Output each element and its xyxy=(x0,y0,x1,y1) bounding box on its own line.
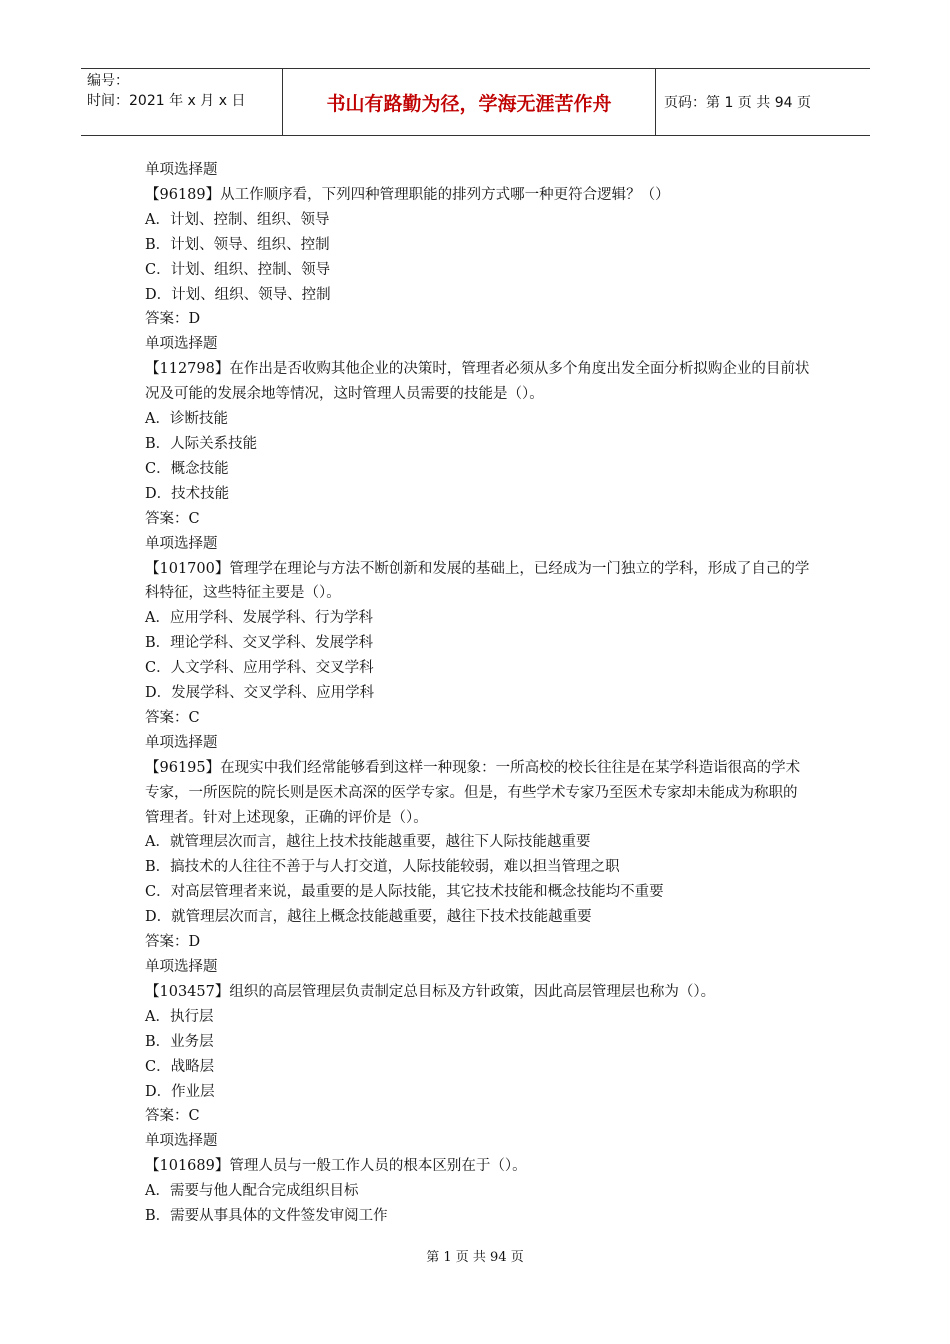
question-option: A．诊断技能 xyxy=(145,411,228,428)
question-option: B．业务层 xyxy=(145,1033,214,1050)
question-option: D．技术技能 xyxy=(145,485,230,502)
header-page-info: 页码：第 1 页 共 94 页 xyxy=(664,95,811,111)
question-stem: 【103457】组织的高层管理层负责制定总目标及方针政策，因此高层管理层也称为（）。 xyxy=(145,983,716,1000)
question-option: C．计划、组织、控制、领导 xyxy=(145,261,331,278)
page-footer: 第 1 页 共 94 页 xyxy=(426,1250,524,1265)
question-option: D．就管理层次而言，越往上概念技能越重要，越往下技术技能越重要 xyxy=(145,909,592,926)
question-option: B．计划、领导、组织、控制 xyxy=(145,236,330,253)
question-block xyxy=(145,332,810,531)
header-meta xyxy=(81,69,283,135)
question-option: C．战略层 xyxy=(145,1058,215,1075)
question-answer: 答案：C xyxy=(145,1108,200,1125)
question-option: C．对高层管理者来说，最重要的是人际技能，其它技术技能和概念技能均不重要 xyxy=(145,884,664,901)
question-answer: 答案：D xyxy=(145,311,201,328)
question-stem: 【101700】管理学在理论与方法不断创新和发展的基础上，已经成为一门独立的学科，形成了自己的学科特征，这些特征主要是（）。 xyxy=(145,560,810,602)
question-type: 单项选择题 xyxy=(145,336,218,353)
question-type: 单项选择题 xyxy=(145,959,218,975)
question-option: B．搞技术的人往往不善于与人打交道，人际技能较弱，难以担当管理之职 xyxy=(145,859,620,876)
page-header xyxy=(81,68,870,136)
question-type: 单项选择题 xyxy=(145,1133,218,1150)
header-motto: 书山有路勤为径，学海无涯苦作舟 xyxy=(283,69,656,135)
question-type: 单项选择题 xyxy=(145,535,218,552)
question-block xyxy=(145,955,810,1129)
question-option: B．需要从事具体的文件签发审阅工作 xyxy=(145,1208,388,1225)
question-type: 单项选择题 xyxy=(145,734,218,751)
question-option: C．人文学科、应用学科、交叉学科 xyxy=(145,660,374,677)
question-option: B．人际关系技能 xyxy=(145,435,258,452)
question-option: A．执行层 xyxy=(145,1008,214,1025)
question-type: 单项选择题 xyxy=(145,162,218,178)
question-option: A．需要与他人配合完成组织目标 xyxy=(145,1183,359,1200)
question-option: B．理论学科、交叉学科、发展学科 xyxy=(145,635,374,652)
question-option: D．发展学科、交叉学科、应用学科 xyxy=(145,685,375,702)
question-stem: 【112798】在作出是否收购其他企业的决策时，管理者必须从多个角度出发全面分析拟购企业的目前状况及可能的发展余地等情况，这时管理人员需要的技能是（）。 xyxy=(145,361,810,403)
question-stem: 【96189】从工作顺序看，下列四种管理职能的排列方式哪一种更符合逻辑？（） xyxy=(145,186,670,203)
question-answer: 答案：D xyxy=(145,934,201,951)
question-block xyxy=(145,158,810,332)
question-answer: 答案：C xyxy=(145,709,200,726)
serial-label: 编号： xyxy=(87,73,129,89)
question-stem: 【101689】管理人员与一般工作人员的根本区别在于（）。 xyxy=(145,1158,527,1175)
question-option: D．计划、组织、领导、控制 xyxy=(145,286,331,303)
question-option: A．应用学科、发展学科、行为学科 xyxy=(145,610,373,627)
question-answer: 答案：C xyxy=(145,510,200,527)
question-block xyxy=(145,1129,810,1229)
question-block xyxy=(145,532,810,731)
question-option: D．作业层 xyxy=(145,1083,215,1100)
question-option: A．计划、控制、组织、领导 xyxy=(145,211,330,228)
time-label: 时间：2021 年 x 月 x 日 xyxy=(87,93,246,109)
question-list xyxy=(145,158,810,1229)
question-stem: 【96195】在现实中我们经常能够看到这样一种现象：一所高校的校长往往是在某学科造诣很高的学术专家，一所医院的院长则是医术高深的医学专家。但是，有些学术专家乃至医术专家却未能成为称职的管理者。针对上述现象，正确的评价是（）。 xyxy=(145,759,801,826)
question-option: A．就管理层次而言，越往上技术技能越重要，越往下人际技能越重要 xyxy=(145,834,591,851)
question-option: C．概念技能 xyxy=(145,460,229,477)
question-block xyxy=(145,731,810,955)
